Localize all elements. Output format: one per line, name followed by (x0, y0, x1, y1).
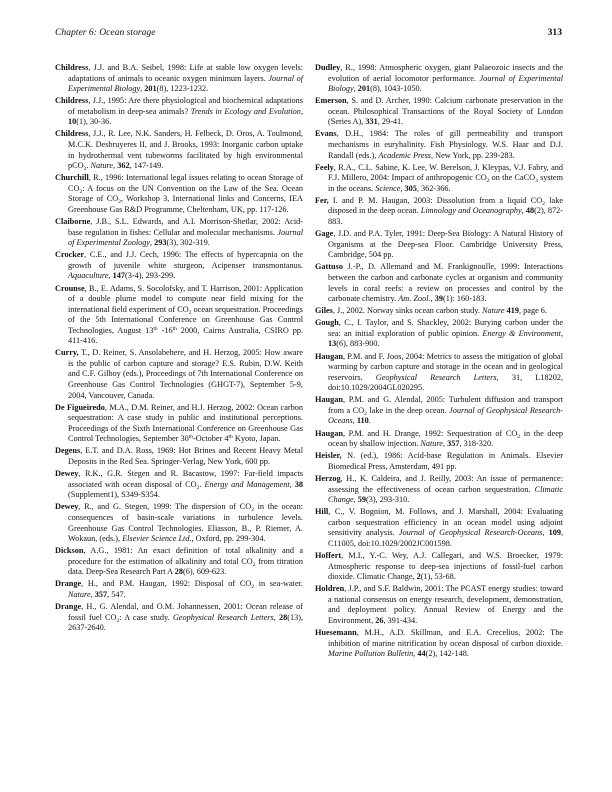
reference-text: ocean sequestration. Proceedings of the 5th International Conference on Greenhouse Gas Control Technologies, August 13 (68, 304, 303, 335)
reference-text: (2), 142-148. (425, 649, 469, 659)
reference-journal: Climatic Change (328, 484, 563, 505)
reference-text: (6), 609-623. (183, 567, 227, 577)
reference-author: Emerson (315, 96, 347, 106)
reference-text: , (300, 106, 303, 116)
reference-text: on the CaCO (489, 173, 536, 183)
reference-text: Kyoto, Japan. (232, 434, 281, 444)
reference-text: , R., 1996: International legal issues relating to ocean Storage of CO (68, 173, 303, 193)
reference-text: in the deep ocean by shallow injection. (328, 428, 563, 449)
reference-entry (315, 474, 563, 506)
reference-volume: 48 (525, 206, 535, 216)
page-number: 313 (547, 27, 562, 38)
reference-volume: 201 (357, 84, 371, 94)
reference-journal: Energy and Management (204, 479, 290, 489)
reference-journal: Limnology and Oceanography (420, 206, 522, 216)
reference-text: 2 (188, 309, 192, 316)
reference-volume: 147 (112, 271, 125, 281)
reference-text: . (199, 479, 205, 489)
reference-author: Drange (55, 579, 82, 589)
reference-journal: Journal of Experimental Biology (328, 73, 563, 94)
reference-text: J.-P., D. Allemand and M. Frankignoulle, 1999: Interactions between the carbon and carbonate cycles at organism and community levels in coral reefs: a review on processes and control by the carbonate chemistry. (328, 262, 563, 304)
reference-text: , (289, 479, 295, 489)
reference-volume: 38 (294, 479, 304, 489)
reference-volume: 357 (447, 439, 460, 449)
reference-text: , B., E. Adams, S. Socolofsky, and T. Harrison, 2001: Application of a double plume model to compute near field mixing for the international field experiment of CO (68, 283, 303, 314)
reference-entry (315, 451, 563, 472)
reference-text: lake in the deep ocean. (366, 405, 450, 415)
reference-volume: 305 (404, 183, 417, 193)
reference-journal: Nature (68, 589, 91, 599)
reference-entry (315, 163, 563, 195)
reference-text: 2 (196, 484, 200, 491)
reference-author: Dewey (55, 469, 79, 479)
reference-text: , J.P., and S.F. Baldwin, 2001: The PCAST energy studies: toward a national consensus on energy research, development, demonstration, and deployment policy. Annual Review of Energy and the Environment, (328, 584, 563, 625)
reference-text: , R.A., C.L. Sabine, K. Lee, W. Berelson, J. Kleypas, V.J. Fabry, and F.J. Millero, 2004: Impact of anthropogenic CO (328, 162, 563, 183)
reference-entry (315, 584, 563, 626)
reference-text: system in the oceans. (328, 173, 563, 193)
reference-text: , (113, 161, 118, 171)
reference-text: I. and P. M. Haugan, 2003: Dissolution from a liquid CO (328, 195, 543, 205)
reference-text: , (560, 328, 563, 338)
reference-entry (55, 284, 303, 347)
reference-text: , C., V. Bognion, M. Follows, and J. Marshall, 2004: Evaluating carbon sequestration efficiency in an ocean model using adjoint sensitivity analysis. (328, 507, 563, 538)
reference-volume: 201 (144, 84, 157, 94)
reference-author: Crounse (55, 283, 85, 293)
reference-text: , page 6. (519, 306, 547, 316)
reference-journal: Nature (420, 439, 443, 449)
reference-journal: Aquaculture (68, 271, 109, 281)
reference-text: , J.J. and B.A. Seibel, 1998: Life at stable low oxygen levels: adaptations of animals to oceanic oxygen minimum layers. (68, 63, 303, 83)
reference-entry (315, 196, 563, 228)
reference-entry (315, 507, 563, 549)
reference-journal: Geophysical Research Letters (172, 612, 274, 622)
reference-text: (3), 293-310. (366, 495, 410, 505)
reference-text: th (153, 325, 158, 332)
reference-entry (315, 551, 563, 583)
reference-volume: 13 (328, 339, 337, 349)
reference-text: , H., and P.M. Haugan, 1992: Disposal of CO (81, 579, 252, 589)
reference-text: (6), 883-900. (336, 339, 380, 349)
reference-author: Huesemann (315, 627, 357, 637)
reference-author: Haugan (315, 351, 343, 361)
reference-text: (2), 872-883. (328, 206, 564, 227)
reference-journal: Academic Press (378, 150, 432, 160)
reference-text: (Supplement1), S349-S354. (68, 490, 160, 500)
reference-text: , Oxford, pp. 299-304. (191, 534, 266, 544)
reference-entry (55, 173, 303, 215)
references-right-column (315, 63, 563, 661)
reference-entry (55, 403, 303, 445)
reference-volume: 28 (278, 612, 288, 622)
reference-text: 2 (116, 617, 120, 624)
reference-journal: Marine Pollution Bulletin (328, 649, 414, 659)
reference-text: : A case study. (119, 612, 173, 622)
reference-text: , (90, 589, 95, 599)
reference-volume: 293 (154, 238, 167, 248)
reference-text: , R., and G. Stegen, 1999: The dispersion of CO (78, 502, 252, 512)
reference-text: , (353, 495, 358, 505)
reference-text: th (172, 325, 177, 332)
reference-text: , New York, pp. 239-283. (431, 150, 515, 160)
chapter-header: Chapter 6: Ocean storage (55, 27, 156, 38)
reference-entry (55, 502, 303, 544)
reference-text: , C11005, doi:10.1029/2002JC001598. (328, 528, 564, 548)
reference-text: 2 (79, 188, 83, 195)
reference-text: th (228, 434, 233, 441)
reference-entry (55, 469, 303, 501)
reference-text: 3 (535, 178, 538, 185)
reference-text: , P.M. and F. Joos, 2004: Metrics to assess the mitigation of global warming by carbon capture and storage in the ocean and in geological reservoirs. (328, 351, 563, 382)
reference-volume: 331 (365, 117, 378, 127)
reference-journal: Nature (481, 306, 505, 316)
reference-text: , P.M. and H. Drange, 1992: Sequestration of CO (342, 428, 518, 438)
reference-author: Childress (55, 63, 89, 72)
reference-text: (1), 53-68. (420, 572, 456, 582)
reference-author: Hill (315, 507, 329, 517)
reference-text: 2 (542, 200, 545, 207)
reference-author: Childress (55, 129, 89, 139)
reference-text: , C.E., and J.J. Cech, 1996: The effects of hypercapnia on the growth of juvenile white sturgeon, Acipenser transmontanus. (68, 250, 303, 270)
reference-author: Haugan (315, 428, 343, 438)
reference-text: (8), 1223-1232. (156, 84, 209, 94)
reference-text: , J., 2002. Norway sinks ocean carbon study. (332, 306, 482, 316)
reference-text: , 362-366. (416, 183, 451, 193)
reference-volume: 26 (375, 615, 384, 625)
reference-text: (3), 302-319. (166, 238, 210, 248)
reference-text: , 318-320. (459, 439, 494, 449)
reference-journal: Journal of Experimental Biology (68, 73, 303, 94)
reference-text: 2 (251, 507, 254, 514)
reference-entry (55, 602, 303, 634)
reference-author: Giles (315, 306, 333, 316)
reference-text: , 31, L18202, doi:10.1029/2004GL020295. (328, 372, 564, 393)
reference-journal: Elsevier Science Ltd. (122, 534, 192, 544)
reference-volume: 59 (357, 495, 367, 505)
reference-author: Dudley (315, 63, 341, 72)
reference-text: from titration data. Deep-Sea Research Part A (68, 556, 303, 577)
reference-text: , M.H., A.D. Skillman, and E.A. Crecelius, 2002: The inhibition of marine nitrification by ocean disposal of carbon dioxide. (328, 627, 563, 648)
reference-volume: 109 (548, 528, 561, 538)
reference-text: 2 (83, 166, 87, 173)
reference-text: , J.J., R. Lee, N.K. Sanders, H. Felbeck, D. Oros, A. Toulmond, M.C.K. Desbruyeres II, and J. Brooks, 1993: Inorganic carbon uptake in hydrothermal vent tubeworms facilitated by high environmental pCO (68, 129, 303, 171)
reference-author: Drange (55, 602, 82, 612)
reference-text: , D.H., 1984: The roles of gill permeability and transport mechanisms in euryhalinity. Fish Physiology. W.S. Haar and D.J. Randall (eds.), (328, 129, 563, 160)
reference-text: , 391-434. (383, 615, 418, 625)
reference-entry (315, 129, 563, 161)
reference-text: , P.M. and G. Alendal, 2005: Turbulent diffusion and transport from a CO (328, 395, 563, 415)
reference-journal: Science (375, 183, 401, 193)
reference-text: 2 (364, 410, 367, 417)
reference-text: , (352, 416, 357, 426)
reference-text: , 547. (107, 589, 126, 599)
reference-text: , C., I. Taylor, and S. Shackley, 2002: Burying carbon under the sea: an initial exploration of public opinion. (328, 318, 563, 338)
reference-text: , R., 1998: Atmospheric oxygen, giant Palaeozoic insects and the evolution of aerial locomotor performance. (328, 63, 563, 83)
reference-author: Curry, (55, 348, 79, 358)
reference-text: , J.B., S.L. Edwards, and A.I. Morrison-Shetlar, 2002: Acid-base regulation in fishes: Cellular and molecular mechanisms. (68, 217, 303, 237)
reference-entry (55, 250, 303, 282)
reference-text: (8), 1043-1050. (370, 84, 422, 94)
reference-entry (315, 96, 563, 128)
reference-text: 2 (252, 561, 256, 568)
reference-text: , 147-149. (129, 161, 164, 171)
reference-entry (55, 546, 303, 578)
reference-text: , (413, 649, 418, 659)
reference-text: , H., K. Caldeira, and J. Reilly, 2003: An issue of permanence: assessing the effectiveness of ocean carbon sequestration. (328, 473, 563, 494)
reference-volume: 110 (356, 416, 369, 426)
reference-author: Feely (315, 162, 334, 172)
reference-entry (55, 96, 303, 128)
reference-author: Childress (55, 96, 89, 106)
reference-author: Heisler, (315, 451, 342, 461)
reference-author: Gough (315, 318, 339, 328)
reference-text: , A.G., 1981: An exact definition of total alkalinity and a procedure for the estimation of alkalinity and total CO (68, 546, 303, 566)
reference-author: Gage (315, 229, 334, 239)
reference-author: Gattuso (315, 262, 343, 272)
reference-author: Degens (55, 446, 81, 456)
reference-text: in sea-water. (254, 579, 303, 589)
reference-author: Haugan (315, 395, 343, 405)
reference-entry (55, 446, 303, 467)
reference-journal: Geophysical Research Letters (375, 372, 497, 382)
reference-volume: 28 (174, 567, 184, 577)
reference-journal: Nature (90, 161, 114, 171)
reference-author: Holdren (315, 584, 345, 594)
reference-text: , (430, 294, 435, 304)
reference-text: lake disposed in the deep ocean. (328, 195, 563, 216)
reference-text: . (86, 161, 91, 171)
reference-text: -October 4 (193, 434, 229, 444)
reference-text: , (140, 84, 145, 94)
reference-volume: 10 (68, 117, 77, 127)
reference-text: (13), 2637-2640. (68, 612, 304, 633)
reference-entry (55, 217, 303, 249)
reference-author: Claiborne (55, 217, 91, 227)
reference-author: Churchill (55, 173, 89, 183)
reference-text: . (368, 416, 371, 426)
reference-journal: Am. Zool. (398, 294, 431, 304)
reference-volume: 44 (417, 649, 426, 659)
reference-entry (315, 318, 563, 350)
reference-text: , (353, 84, 358, 94)
reference-text: T., D. Reiner, S. Ansolabehere, and H. Herzog, 2005: How aware is the public of carbon capture and storage? E.S. Rubin, D.W. Keith and C.F. Gilboy (eds.), Proceedings of 7th International Conference on Greenhouse Gas Control Technologies (GHGT-7), September 5-9, 2004, Vancouver, Canada. (68, 348, 303, 400)
reference-journal: Journal of Geophysical Research-Oceans (328, 405, 563, 426)
reference-journal: Energy & Environment (482, 328, 561, 338)
reference-text: (1), 30-36. (76, 117, 112, 127)
reference-text: , H., G. Alendal, and O.M. Johannessen, 2001: Ocean release of fossil fuel CO (68, 602, 303, 622)
reference-text: , (108, 271, 113, 281)
reference-text: , R.K., G.R. Stegen and R. Bacastow, 1997: Far-field impacts associated with ocean disposal of CO (68, 469, 303, 489)
reference-text: , M.I., Y.-C. Wey, A.J. Callegari, and W.S. Broecker, 1979: Atmospheric response to deep-sea injections of fossil-fuel carbon dioxide. Climatic Change, (328, 550, 563, 582)
reference-text: , S. and D. Archer, 1990: Calcium carbonate preservation in the ocean. Philosophical Transactions of the Royal Society of London (Series A), (328, 96, 563, 127)
reference-entry (55, 579, 303, 600)
reference-text: , J.J., 1995: Are there physiological and biochemical adaptations of metabolism in deep-sea animals? (68, 96, 303, 116)
reference-text: (3-4), 293-299. (124, 271, 176, 281)
reference-journal: Trends in Ecology and Evolution (190, 106, 301, 116)
reference-text: 2000, Cairns Australia, CSIRO pp. 411-416. (68, 325, 304, 346)
reference-entry (315, 306, 563, 317)
reference-journal: Journal of Experimental Zoology (68, 227, 303, 248)
references-left-column (55, 63, 303, 635)
reference-text: 2 (251, 584, 255, 591)
reference-entry (315, 262, 563, 304)
reference-text: , (521, 206, 526, 216)
reference-author: De Figueiredo (55, 402, 105, 412)
reference-volume: 2 (416, 572, 421, 582)
reference-entry (315, 229, 563, 261)
reference-text: , E.T. and D.A. Ross, 1969: Hot Brines and Recent Heavy Metal Deposits in the Red Sea. Springer-Verlag, New York, 600 pp. (68, 446, 303, 467)
reference-text: , Workshop 3, International links and Concerns, IEA Greenhouse Gas R&D Programme, Cheltenham, UK, pp. 117-126. (68, 194, 303, 214)
reference-author: Dewey (55, 502, 79, 512)
reference-volume: 39 (434, 294, 443, 304)
reference-entry (315, 429, 563, 450)
reference-text: , (542, 528, 549, 538)
reference-entry (55, 63, 303, 95)
reference-text: , (150, 238, 155, 248)
reference-text: : A focus on the UN Convention on the Law of the Sea. Ocean Storage of CO (68, 183, 303, 204)
reference-text: , 29-41. (377, 117, 404, 127)
reference-entry (315, 395, 563, 427)
reference-entry (55, 348, 303, 401)
reference-author: Fer, (315, 195, 329, 205)
reference-text: , (442, 439, 448, 449)
reference-author: Herzog (315, 473, 341, 483)
reference-entry (315, 352, 563, 394)
reference-text: 2 (486, 178, 490, 185)
reference-text: in the ocean: consequences of basin-scale variations in turbulence levels. Greenhouse Gas Control Technologies. Eliasson, B., P. Riemer, A. Wokaun, (eds.), (68, 502, 303, 544)
reference-entry (315, 63, 563, 95)
reference-author: Evans (315, 129, 337, 139)
reference-entry (55, 129, 303, 171)
reference-entry (315, 628, 563, 660)
reference-text: (1): 160-183. (442, 294, 487, 304)
reference-text: , J.D. and P.A. Tyler, 1991: Deep-Sea Biology: A Natural History of Organisms at the Deep-sea Floor. Cambridge University Press, Cambridge, 504 pp. (328, 229, 563, 260)
reference-volume: 419 (506, 306, 520, 316)
reference-text: , (400, 183, 405, 193)
reference-author: Dickson (55, 546, 84, 556)
reference-text: , M.A., D.M. Reiner, and H.J. Herzog, 2002: Ocean carbon sequestration: A case study in public and institutional perceptions. Proceedings of the Sixth International Conference on Greenhouse Gas Control Technologies, September 30 (68, 402, 303, 444)
reference-author: Crocker (55, 250, 85, 260)
reference-text: N. (ed.), 1986: Acid-base Regulation in Animals. Elsevier Biomedical Press, Amsterdam, 491 pp. (328, 451, 563, 471)
reference-author: Hoffert (315, 550, 342, 560)
reference-journal: Journal of Geophysical Research-Oceans (398, 528, 543, 538)
reference-text: 2 (517, 433, 521, 440)
reference-text: th (188, 434, 193, 441)
reference-text: 2 (118, 199, 121, 206)
reference-volume: 362 (117, 161, 130, 171)
reference-text: , (273, 612, 279, 622)
reference-text: -16 (157, 325, 173, 335)
reference-volume: 357 (94, 589, 108, 599)
